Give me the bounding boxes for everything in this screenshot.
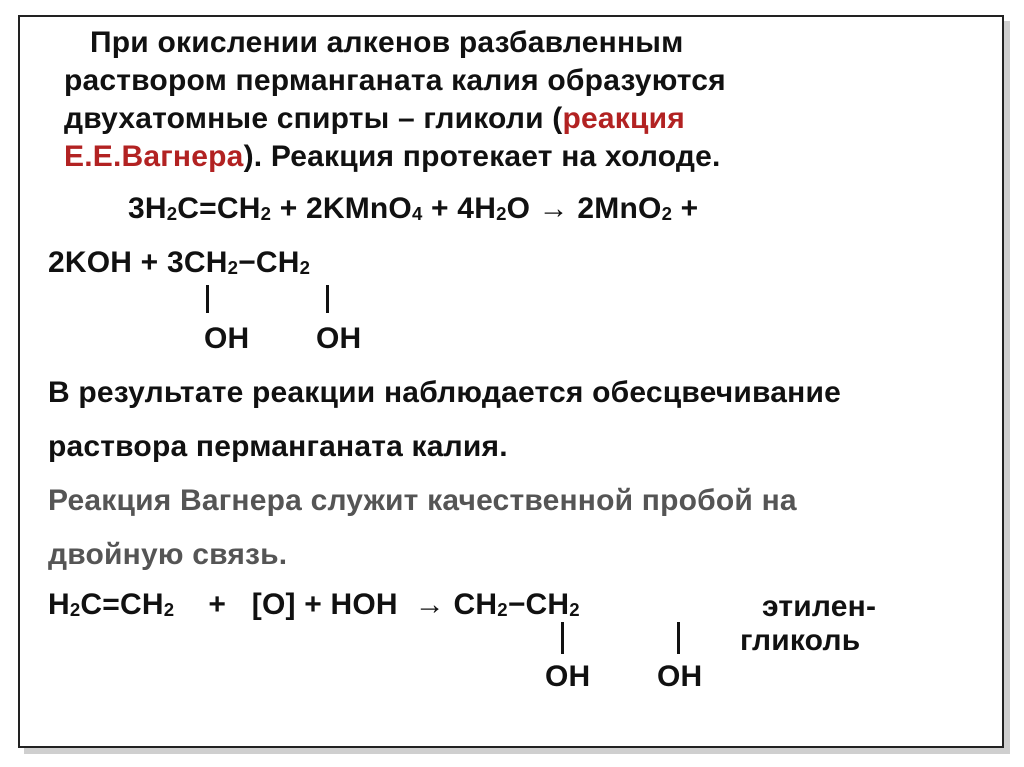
eq2-sub: 2 — [497, 599, 508, 621]
equation1-oh-2: OH — [316, 322, 362, 355]
eq2-part: −CH — [507, 588, 570, 621]
equation2-label-line1: этилен- — [762, 590, 877, 623]
equation2-bond-1 — [561, 622, 564, 654]
eq1-part: 3H — [128, 192, 167, 225]
eq2-part: H — [48, 588, 70, 621]
paragraph3-line1: Реакция Вагнера служит качественной пробой на — [48, 484, 797, 517]
eq2-sub: 2 — [69, 599, 81, 621]
eq1-part: −CH — [238, 246, 300, 279]
equation2-bond-2 — [677, 622, 680, 654]
paragraph1-line1: При окислении алкенов разбавленным — [90, 26, 684, 59]
eq1-sub: 2 — [227, 257, 239, 279]
eq1-part: + — [672, 192, 699, 225]
equation2-oh-1: OH — [545, 660, 591, 693]
eq1-sub: 2 — [260, 203, 272, 225]
eq2-sub: 2 — [569, 599, 580, 621]
eq1-sub: 2 — [496, 203, 507, 225]
equation1-bond-2 — [326, 285, 329, 313]
eq1-part: + 4H — [422, 192, 497, 225]
paragraph1-line4-text: ). Реакция протекает на холоде. — [243, 140, 721, 173]
frame-shadow-bottom — [24, 748, 1010, 754]
paragraph1-line3 — [64, 102, 685, 136]
highlight-wagner: Е.Е.Вагнера — [64, 140, 244, 173]
eq1-sub: 2 — [661, 203, 673, 225]
equation1-oh-1: OH — [204, 322, 250, 355]
paragraph1-line2: раствором перманганата калия образуются — [64, 64, 726, 97]
eq2-sub: 2 — [163, 599, 175, 621]
equation2-line1 — [48, 588, 580, 622]
equation1-line2 — [48, 246, 310, 280]
eq1-part: O → 2MnO — [506, 192, 662, 225]
paragraph2-line2: раствора перманганата калия. — [48, 430, 508, 463]
paragraph1-line3-text: двухатомные спирты – гликоли ( — [64, 102, 563, 135]
equation1-bond-1 — [206, 285, 209, 313]
paragraph1-line4 — [64, 140, 721, 174]
eq1-sub: 2 — [299, 257, 311, 279]
equation2-label-line2: гликоль — [740, 624, 861, 657]
equation1-line1 — [128, 192, 698, 226]
eq2-part: C=CH — [80, 588, 164, 621]
frame-shadow-right — [1004, 21, 1010, 754]
paragraph2-line1: В результате реакции наблюдается обесцвечивание — [48, 376, 841, 409]
eq1-part: C=CH — [177, 192, 261, 225]
eq1-sub: 2 — [166, 203, 178, 225]
highlight-reaction: реакция — [562, 102, 685, 135]
equation2-oh-2: OH — [657, 660, 703, 693]
paragraph3-line2: двойную связь. — [48, 538, 288, 571]
eq1-part: 2KOH + 3CH — [48, 246, 228, 279]
eq1-sub: 4 — [411, 203, 423, 225]
eq1-part: + 2KMnO — [271, 192, 412, 225]
eq2-part: + [O] + HOH → CH — [174, 588, 498, 621]
